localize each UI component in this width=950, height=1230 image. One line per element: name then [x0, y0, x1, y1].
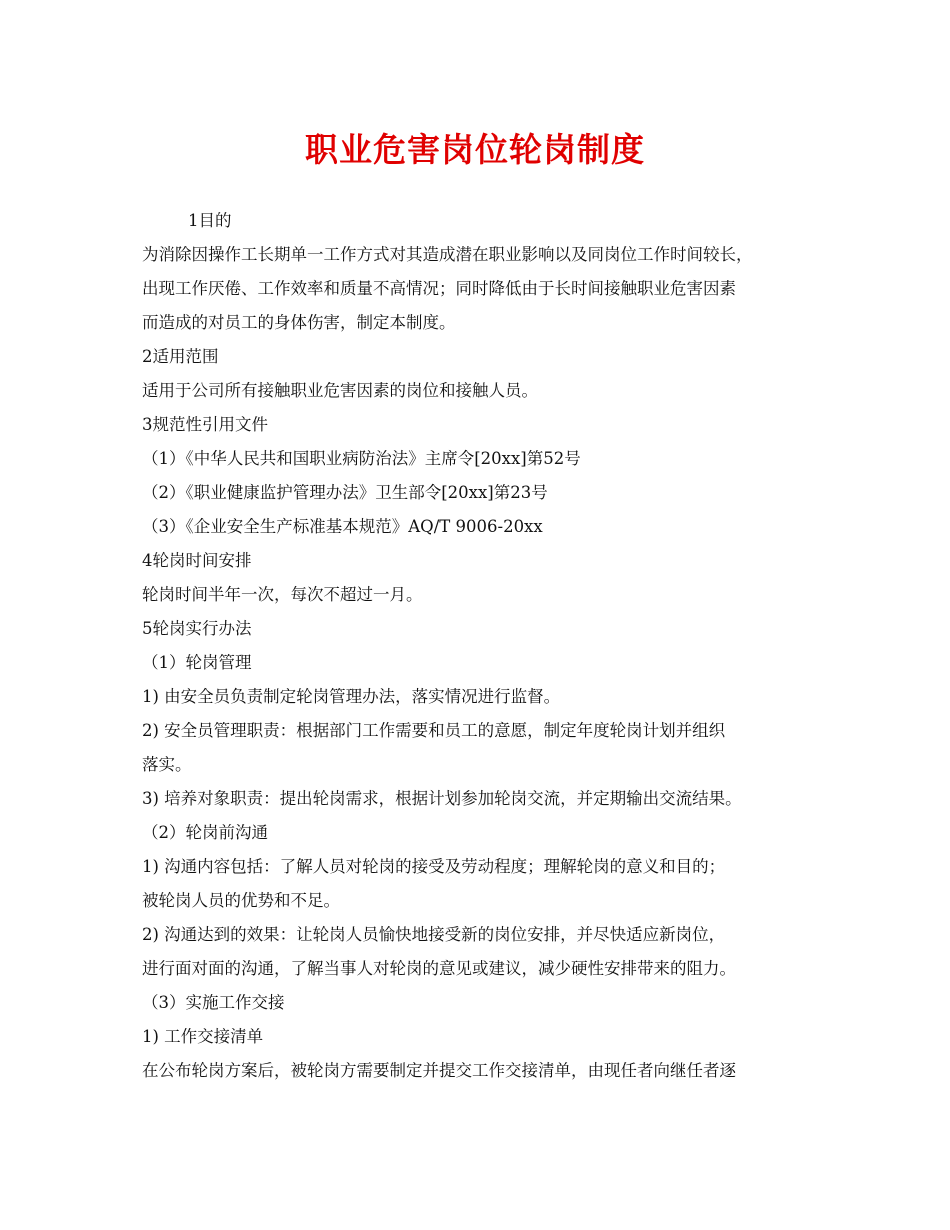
list-item: 3) 培养对象职责：提出轮岗需求，根据计划参加轮岗交流，并定期输出交流结果。	[142, 789, 742, 808]
section-heading-scope: 2适用范围	[142, 347, 219, 366]
paragraph-line: 在公布轮岗方案后，被轮岗方需要制定并提交工作交接清单，由现任者向继任者逐	[142, 1061, 736, 1080]
list-item: 1) 由安全员负责制定轮岗管理办法，落实情况进行监督。	[142, 687, 561, 706]
reference-item: （1）《中华人民共和国职业病防治法》主席令[20xx]第52号	[142, 449, 581, 468]
document-title: 职业危害岗位轮岗制度	[305, 130, 645, 169]
document-body	[142, 204, 842, 1088]
subsection-heading: （1）轮岗管理	[142, 653, 252, 672]
paragraph-line: 出现工作厌倦、工作效率和质量不高情况；同时降低由于长时间接触职业危害因素	[142, 279, 736, 298]
list-item-continuation: 进行面对面的沟通，了解当事人对轮岗的意见或建议，减少硬性安排带来的阻力。	[142, 959, 736, 978]
section-heading-schedule: 4轮岗时间安排	[142, 551, 252, 570]
reference-item: （2）《职业健康监护管理办法》卫生部令[20xx]第23号	[142, 483, 548, 502]
list-item: 1) 工作交接清单	[142, 1027, 264, 1046]
section-heading-method: 5轮岗实行办法	[142, 619, 252, 638]
list-item: 2) 沟通达到的效果：让轮岗人员愉快地接受新的岗位安排，并尽快适应新岗位，	[142, 925, 726, 944]
paragraph-line: 而造成的对员工的身体伤害，制定本制度。	[142, 313, 456, 332]
paragraph-line: 适用于公司所有接触职业危害因素的岗位和接触人员。	[142, 381, 538, 400]
section-heading-purpose: 1目的	[188, 211, 232, 230]
list-item: 1) 沟通内容包括：了解人员对轮岗的接受及劳动程度；理解轮岗的意义和目的；	[142, 857, 726, 876]
list-item-continuation: 落实。	[142, 755, 192, 774]
list-item-continuation: 被轮岗人员的优势和不足。	[142, 891, 340, 910]
subsection-heading: （3）实施工作交接	[142, 993, 285, 1012]
section-heading-references: 3规范性引用文件	[142, 415, 268, 434]
list-item: 2) 安全员管理职责：根据部门工作需要和员工的意愿，制定年度轮岗计划并组织	[142, 721, 726, 740]
paragraph-line: 为消除因操作工长期单一工作方式对其造成潜在职业影响以及同岗位工作时间较长，	[142, 245, 753, 264]
reference-item: （3）《企业安全生产标准基本规范》AQ/T 9006-20xx	[142, 517, 543, 536]
subsection-heading: （2）轮岗前沟通	[142, 823, 268, 842]
paragraph-line: 轮岗时间半年一次，每次不超过一月。	[142, 585, 423, 604]
